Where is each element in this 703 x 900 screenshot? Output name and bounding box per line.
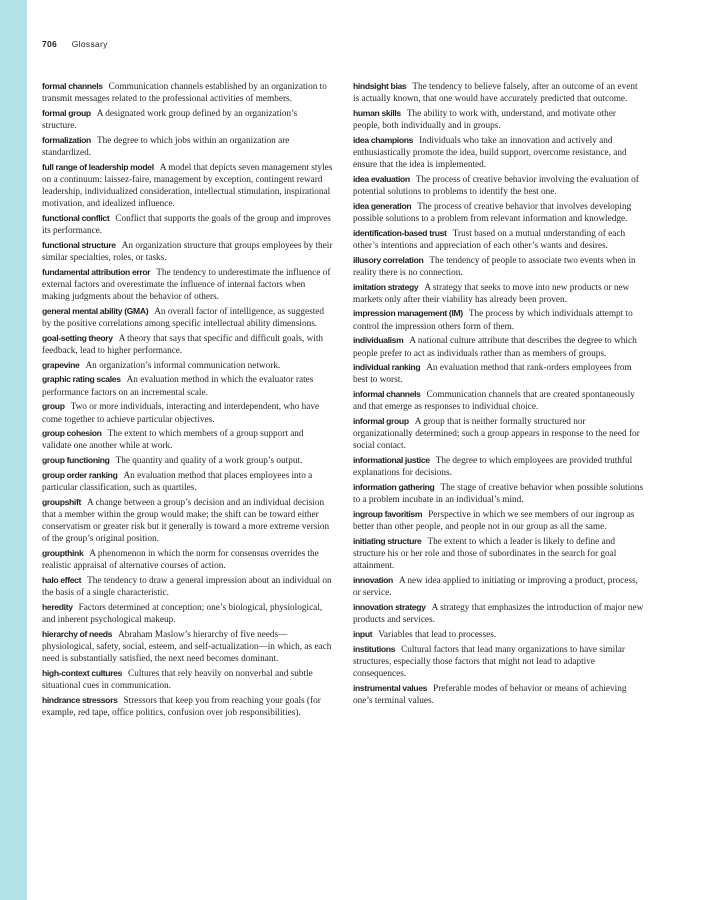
glossary-entry <box>42 496 334 546</box>
glossary-entry <box>353 281 645 306</box>
glossary-term: group cohesion <box>42 428 102 439</box>
glossary-definition: A model that depicts seven management styles on a continuum: laissez-faire, management by exception, contingent reward leadership, individualized consideration, intellectual stimulation, inspirational motivation, and idealized influence. <box>42 162 333 210</box>
glossary-term: group order ranking <box>42 469 118 480</box>
glossary-term: formal group <box>42 107 91 118</box>
glossary-term: innovation strategy <box>353 601 426 612</box>
glossary-entry <box>42 212 334 237</box>
glossary-term: input <box>353 628 373 639</box>
glossary-definition: A new idea applied to initiating or improving a product, process, or service. <box>353 576 638 599</box>
glossary-term: goal-setting theory <box>42 332 113 343</box>
glossary-term: hindrance stressors <box>42 694 118 705</box>
glossary-definition: An evaluation method that places employees into a particular classification, such as quartiles. <box>42 470 313 494</box>
glossary-term: functional structure <box>42 239 116 250</box>
glossary-term: initiating structure <box>353 535 422 546</box>
glossary-definition: A group that is neither formally structured nor organizationally determined; such a group appears in response to the need for social contact. <box>353 417 640 452</box>
glossary-definition: Perspective in which we see members of our ingroup as better than other people, and people not in our group as all the same. <box>353 510 635 533</box>
glossary-definition: An evaluation method that rank-orders employees from best to worst. <box>353 363 632 386</box>
page-header <box>42 39 108 49</box>
glossary-definition: The tendency to draw a general impression about an individual on the basis of a single characteristic. <box>42 576 332 599</box>
glossary-column-left <box>42 80 334 721</box>
glossary-definition: Two or more individuals, interacting and interdependent, who have come together to achieve particular objectives. <box>42 402 320 425</box>
glossary-definition: A strategy that emphasizes the introduction of major new products and services. <box>353 602 644 626</box>
glossary-entry <box>353 361 645 386</box>
glossary-term: institutions <box>353 643 396 654</box>
glossary-term: identification-based trust <box>353 227 447 238</box>
glossary-definition: A designated work group defined by an organization’s structure. <box>42 108 298 132</box>
side-color-band <box>0 0 27 900</box>
glossary-entry <box>353 80 645 105</box>
glossary-column-right <box>353 80 645 709</box>
glossary-definition: Communication channels established by an organization to transmit messages related to the professional activities of members. <box>42 82 327 105</box>
glossary-definition: The degree to which employees are provided truthful explanations for decisions. <box>353 456 633 479</box>
glossary-definition: The tendency of people to associate two events when in reality there is no connection. <box>353 255 636 278</box>
glossary-entry <box>353 227 645 252</box>
glossary-definition: The process of creative behavior that involves developing possible solutions to a problem from relevant information and knowledge. <box>353 201 632 225</box>
glossary-term: functional conflict <box>42 213 110 224</box>
glossary-entry <box>353 107 645 132</box>
glossary-entry <box>42 574 334 599</box>
glossary-term: general mental ability (GMA) <box>42 305 149 316</box>
glossary-term: information gathering <box>353 482 435 493</box>
glossary-term: hindsight bias <box>353 81 407 91</box>
glossary-definition: A national culture attribute that describes the degree to which people prefer to act as individuals rather than as members of groups. <box>353 336 637 359</box>
glossary-definition: Stressors that keep you from reaching your goals (for example, red tape, office politics, confusion over job responsibilities). <box>42 695 321 719</box>
glossary-entry <box>353 682 645 707</box>
glossary-definition: Trust based on a mutual understanding of each other’s intentions and appreciation of each other’s wants and desires. <box>353 228 626 251</box>
glossary-entry <box>42 305 334 330</box>
glossary-definition: An organization structure that groups employees by their similar specialties, roles, or tasks. <box>42 240 333 264</box>
glossary-definition: The stage of creative behavior when possible solutions to a problem incubate in an individual’s mind. <box>353 483 644 506</box>
glossary-term: idea champions <box>353 134 414 145</box>
glossary-term: human skills <box>353 107 401 118</box>
glossary-term: imitation strategy <box>353 281 419 292</box>
glossary-definition: Individuals who take an innovation and actively and enthusiastically promote the idea, build support, overcome resistance, and ensure that the idea is implemented. <box>353 135 627 171</box>
glossary-term: groupshift <box>42 496 81 507</box>
glossary-entry <box>42 332 334 357</box>
glossary-entry <box>353 173 645 198</box>
glossary-definition: The extent to which members of a group support and validate one another while at work. <box>42 429 304 452</box>
glossary-definition: The extent to which a leader is likely to define and structure his or her role and those of subordinates in the search for goal attainment. <box>353 536 617 572</box>
glossary-entry <box>353 454 645 479</box>
glossary-term: impression management (IM) <box>353 308 463 319</box>
glossary-entry <box>353 535 645 573</box>
glossary-definition: The process by which individuals attempt to control the impression others form of them. <box>353 309 633 332</box>
glossary-term: formal channels <box>42 81 103 91</box>
glossary-entry <box>42 373 334 398</box>
glossary-term: groupthink <box>42 548 84 559</box>
glossary-entry <box>42 107 334 132</box>
glossary-entry <box>353 508 645 533</box>
glossary-definition: The tendency to underestimate the influence of external factors and overestimate the influence of internal factors when making judgments about the behavior of others. <box>42 267 331 303</box>
glossary-entry <box>42 667 334 692</box>
glossary-definition: The process of creative behavior involving the evaluation of potential solutions to problems to identify the best one. <box>353 174 639 198</box>
glossary-term: grapevine <box>42 359 80 370</box>
glossary-definition: Preferable modes of behavior or means of achieving one’s terminal values. <box>353 683 627 706</box>
glossary-definition: An organization’s informal communication network. <box>85 360 281 371</box>
glossary-entry <box>42 80 334 105</box>
glossary-definition: The tendency to believe falsely, after an outcome of an event is actually known, that one would have accurately predicted that outcome. <box>353 82 638 105</box>
glossary-term: heredity <box>42 601 73 612</box>
glossary-entry <box>42 239 334 264</box>
glossary-term: individualism <box>353 335 404 346</box>
glossary-term: graphic rating scales <box>42 374 121 385</box>
glossary-term: informational justice <box>353 455 430 466</box>
glossary-entry <box>42 601 334 626</box>
glossary-definition: Variables that lead to processes. <box>378 629 497 640</box>
glossary-entry <box>353 574 645 599</box>
glossary-term: innovation <box>353 575 393 586</box>
glossary-entry <box>353 601 645 626</box>
glossary-term: hierarchy of needs <box>42 628 113 639</box>
section-title: Glossary <box>71 39 108 49</box>
glossary-entry <box>353 481 645 506</box>
glossary-entry <box>42 454 334 467</box>
glossary-entry <box>353 415 645 453</box>
glossary-entry <box>353 643 645 681</box>
glossary-term: instrumental values <box>353 682 428 693</box>
glossary-entry <box>42 359 334 372</box>
glossary-term: high-context cultures <box>42 667 123 678</box>
glossary-entry <box>353 628 645 641</box>
glossary-definition: A theory that says that specific and difficult goals, with feedback, lead to higher performance. <box>42 333 324 357</box>
glossary-term: idea evaluation <box>353 173 410 184</box>
glossary-term: individual ranking <box>353 362 421 373</box>
glossary-definition: The degree to which jobs within an organization are standardized. <box>42 135 290 159</box>
glossary-entry <box>353 307 645 332</box>
glossary-term: idea generation <box>353 200 412 211</box>
glossary-definition: An evaluation method in which the evaluator rates performance factors on an incremental scale. <box>42 375 314 398</box>
glossary-entry <box>42 266 334 304</box>
glossary-entry <box>42 161 334 211</box>
glossary-definition: Factors determined at conception; one’s biological, physiological, and inherent psychological makeup. <box>42 602 323 626</box>
glossary-term: illusory correlation <box>353 254 424 265</box>
glossary-term: fundamental attribution error <box>42 266 151 277</box>
glossary-entry <box>42 134 334 159</box>
glossary-entry <box>353 254 645 279</box>
glossary-definition: Communication channels that are created spontaneously and that emerge as responses to individual choice. <box>353 390 635 413</box>
glossary-entry <box>353 134 645 172</box>
glossary-definition: Abraham Maslow’s hierarchy of five needs—physiological, safety, social, esteem, and self-actualization—in which, as each need is substantially satisfied, the next need becomes dominant. <box>42 629 332 665</box>
glossary-term: group functioning <box>42 455 110 466</box>
glossary-entry <box>353 334 645 359</box>
glossary-entry <box>353 200 645 225</box>
glossary-entry <box>42 547 334 572</box>
glossary-term: ingroup favoritism <box>353 509 423 519</box>
glossary-definition: A strategy that seeks to move into new products or new markets only after their viability has already been proven. <box>353 282 630 305</box>
glossary-entry <box>42 694 334 719</box>
glossary-term: informal group <box>353 416 409 427</box>
glossary-term: informal channels <box>353 389 421 400</box>
glossary-entry <box>353 388 645 413</box>
page-number: 706 <box>42 39 58 49</box>
glossary-term: formalization <box>42 134 91 145</box>
glossary-entry <box>42 628 334 666</box>
glossary-term: full range of leadership model <box>42 161 154 172</box>
glossary-term: group <box>42 401 65 412</box>
glossary-definition: The ability to work with, understand, and motivate other people, both individually and in groups. <box>353 108 616 132</box>
glossary-definition: A phenomenon in which the norm for consensus overrides the realistic appraisal of alternative courses of action. <box>42 549 319 572</box>
glossary-definition: The quantity and quality of a work group’s output. <box>115 456 303 467</box>
glossary-definition: Conflict that supports the goals of the group and improves its performance. <box>42 214 331 237</box>
glossary-entry <box>42 400 334 425</box>
glossary-definition: Cultural factors that lead many organizations to have similar structures, especially those factors that might not lead to adaptive consequences. <box>353 644 625 679</box>
glossary-definition: A change between a group’s decision and an individual decision that a member within the group would make; the shift can be toward either conservatism or greater risk but it generally is toward a more extreme version of the group’s original position. <box>42 497 330 545</box>
glossary-term: halo effect <box>42 575 82 586</box>
glossary-entry <box>42 427 334 452</box>
glossary-definition: Cultures that rely heavily on nonverbal and subtle situational cues in communication. <box>42 668 313 692</box>
glossary-entry <box>42 469 334 494</box>
glossary-definition: An overall factor of intelligence, as suggested by the positive correlations among specific intellectual ability dimensions. <box>42 306 325 330</box>
